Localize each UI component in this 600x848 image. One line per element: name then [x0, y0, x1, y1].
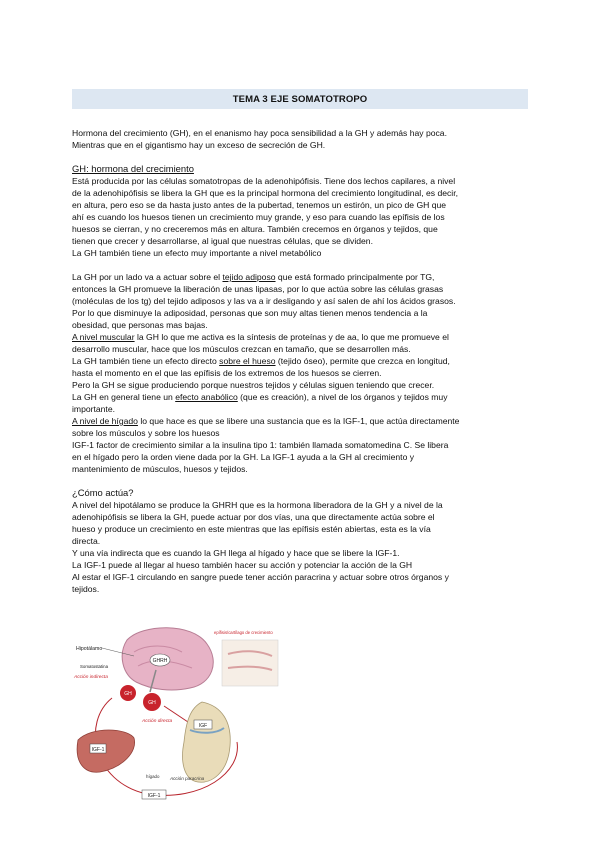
section3-line: adenohipófisis se libera la GH, puede actuar por dos vías, una que directamente actúa sobre el: [72, 512, 435, 522]
underlined-term: sobre el hueso: [219, 356, 276, 366]
igf1-bottom-label: IGF-1: [147, 793, 161, 799]
higado-label: hígado: [146, 774, 160, 779]
section2-line: Por lo que disminuye la adiposidad, personas que son muy altas tienen menos tendencia a la: [72, 308, 428, 318]
gh-label-center: GH: [148, 700, 156, 706]
epiphysis-inset: [222, 640, 278, 686]
igf1-liver-label: IGF-1: [91, 747, 105, 753]
text-run: (que es creación), a nivel de los órganos y tejidos muy: [237, 392, 448, 402]
illustration-svg: [72, 622, 282, 802]
section3-line: A nivel del hipotálamo se produce la GHRH que es la hormona liberadora de la GH y a nivel de la: [72, 500, 443, 510]
hueso-paragraph: [72, 355, 532, 367]
section1-line: en altura, pero eso se da hasta justo antes de la pubertad, tenemos un estirón, un pico de GH que: [72, 200, 447, 210]
accion-paracrina-label: Acción paracrina: [170, 776, 205, 781]
section3-line: Y una vía indirecta que es cuando la GH llega al hígado y hace que se libere la IGF-1.: [72, 548, 400, 558]
section-heading-gh: GH: hormona del crecimiento: [72, 163, 194, 174]
muscular-paragraph: [72, 331, 532, 343]
accion-directa-label: Acción directa: [142, 719, 173, 724]
epifisis-label: epífisis/cartílago de crecimiento: [214, 630, 273, 635]
title-bar: [72, 89, 528, 109]
text-run: La GH por un lado va a actuar sobre el: [72, 272, 223, 282]
section3-line: hueso y produce un crecimiento en este mientras que las epífisis estén abiertas, esta es la vía: [72, 524, 431, 534]
intro-line-1: Hormona del crecimiento (GH), en el enanismo hay poca sensibilidad a la GH y además hay poca.: [72, 128, 447, 138]
higado-paragraph: [72, 415, 532, 427]
somatostatina-label: Somatostatina: [80, 664, 109, 669]
text-run: lo que hace es que se libere una sustancia que es la IGF-1, que actúa directamente: [137, 416, 460, 426]
section2-line: IGF-1 factor de crecimiento similar a la insulina tipo 1: también llamada somatomedina C. Se libera: [72, 440, 449, 450]
section3-line: La IGF-1 puede al llegar al hueso también hacer su acción y potenciar la acción de la GH: [72, 560, 413, 570]
section1-line: huesos se cierran, y no creceremos más en altura. También crecemos en órganos y tejidos, que: [72, 224, 438, 234]
text-run: la GH lo que me activa es la síntesis de proteínas y de aa, lo que me promueve el: [134, 332, 449, 342]
section1-line: La GH también tiene un efecto muy importante a nivel metabólico: [72, 248, 322, 258]
hipotalamo-label: Hipotálamo: [76, 646, 103, 652]
section2-line: sobre los músculos y sobre los huesos: [72, 428, 220, 438]
tejido-adiposo-paragraph: [72, 271, 532, 283]
ghrh-label: GHRH: [152, 658, 168, 664]
section3-line: directa.: [72, 536, 101, 546]
section1-line: Está producida por las células somatotropas de la adenohipófisis. Tiene dos lechos capilares, a nivel: [72, 176, 456, 186]
underlined-term: A nivel muscular: [72, 332, 135, 342]
section1-line: tienen que crecer y desarrollarse, al igual que nuestras células, que se dividen.: [72, 236, 373, 246]
section2-line: importante.: [72, 404, 115, 414]
section2-line: hasta el momento en el que las epífisis de los extremos de los huesos se cierren.: [72, 368, 382, 378]
spacer: [72, 151, 532, 163]
gh-label-left: GH: [124, 691, 132, 697]
text-run: que está formado principalmente por TG,: [275, 272, 435, 282]
underlined-term: efecto anabólico: [175, 392, 238, 402]
spacer: [72, 259, 532, 271]
section1-line: de la adenohipófisis se libera la GH que es la principal hormona del crecimiento longitudinal, es decir,: [72, 188, 458, 198]
intro-line-2: Mientras que en el gigantismo hay un exceso de secreción de GH.: [72, 140, 326, 150]
section2-line: entonces la GH promueve la liberación de unas lipasas, por lo que actúa sobre las células grasas: [72, 284, 444, 294]
section-heading-como-actua: ¿Cómo actúa?: [72, 487, 134, 498]
section2-line: (moléculas de los tg) del tejido adiposos y las va a ir desligando y así salen de ahí los ácidos grasos.: [72, 296, 456, 306]
text-run: La GH también tiene un efecto directo: [72, 356, 220, 366]
section3-line: Al estar el IGF-1 circulando en sangre puede tener acción paracrina y actuar sobre otros órganos y: [72, 572, 449, 582]
section3-line: tejidos.: [72, 584, 100, 594]
section2-line: Pero la GH se sigue produciendo porque nuestros tejidos y células siguen teniendo que crecer.: [72, 380, 435, 390]
section2-line: en el hígado pero la orden viene dada por la GH. La IGF-1 ayuda a la GH al crecimiento y: [72, 452, 415, 462]
igf-label: IGF: [198, 723, 208, 729]
document-body: [72, 127, 532, 595]
accion-indirecta-label: Acción indirecta: [74, 675, 108, 680]
text-run: La GH en general tiene un: [72, 392, 176, 402]
spacer: [72, 475, 532, 487]
section2-line: desarrollo muscular, hace que los músculos crezcan en tamaño, que se desarrollen más.: [72, 344, 411, 354]
underlined-term: A nivel de hígado: [72, 416, 138, 426]
section1-line: ahí es cuando los huesos tienen un crecimiento muy grande, y eso para cuando las epífisis de los: [72, 212, 445, 222]
page-title: TEMA 3 EJE SOMATOTROPO: [232, 93, 368, 105]
anabolico-paragraph: [72, 391, 532, 403]
text-run: (tejido óseo), permite que crezca en longitud,: [275, 356, 450, 366]
underlined-term: tejido adiposo: [222, 272, 276, 282]
section2-line: mantenimiento de músculos, huesos y tejidos.: [72, 464, 248, 474]
section2-line: obesidad, que personas mas bajas.: [72, 320, 208, 330]
gh-axis-illustration: [72, 622, 282, 802]
